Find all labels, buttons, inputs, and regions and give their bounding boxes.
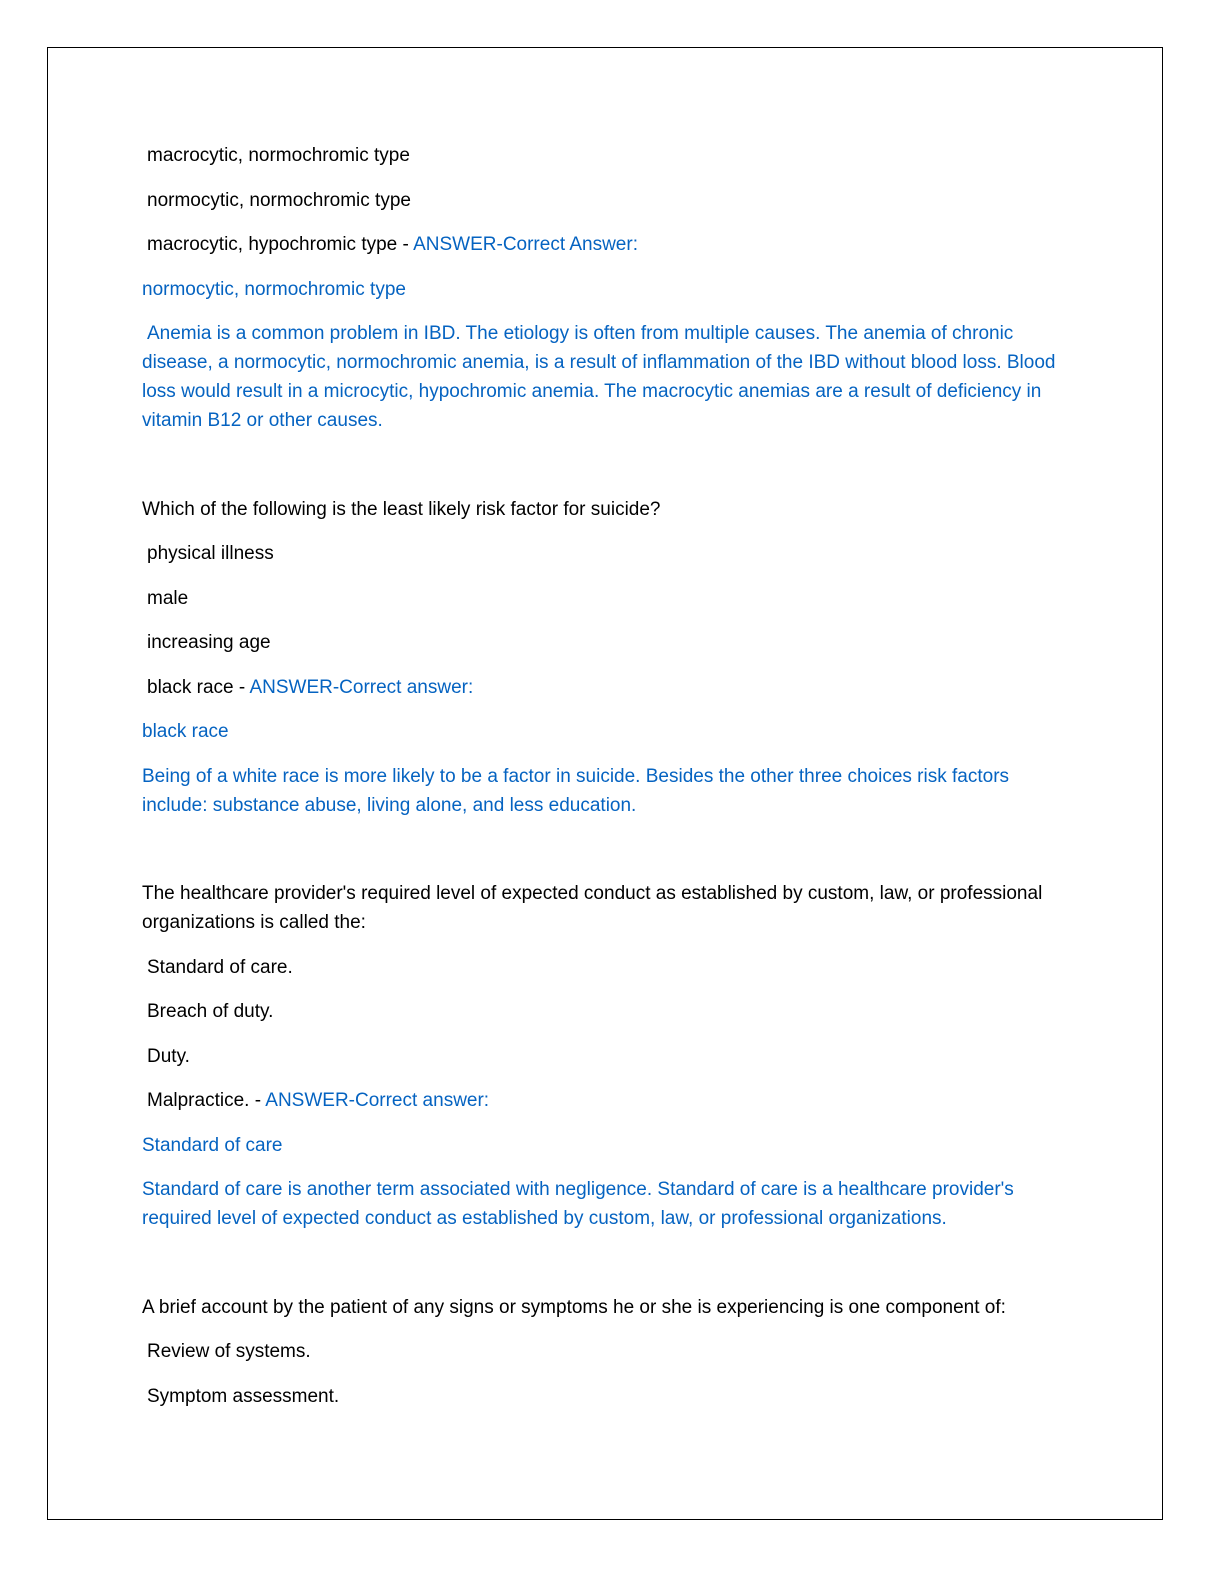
spacer: [142, 835, 1072, 879]
q3-answer: Standard of care: [142, 1134, 283, 1156]
q2-option-4: [142, 673, 1072, 702]
q3-answer-label: ANSWER-Correct answer:: [265, 1090, 490, 1111]
q1-answer: normocytic, normochromic type: [142, 278, 406, 300]
q3-option-3: Duty.: [147, 1045, 190, 1067]
q1-option-2: normocytic, normochromic type: [147, 189, 411, 211]
q2-option-3: increasing age: [147, 632, 271, 653]
q4-option-2: Symptom assessment.: [147, 1385, 340, 1407]
spacer: [142, 451, 1072, 495]
q4-question: A brief account by the patient of any signs or symptoms he or she is experiencing is one component of:: [142, 1296, 1006, 1318]
q1-answer-label: ANSWER-Correct Answer:: [413, 234, 638, 255]
q2-explanation: Being of a white race is more likely to be a factor in suicide. Besides the other three choices risk factors include: substance abuse, living alone, and less education.: [142, 765, 1010, 816]
q3-option-2: Breach of duty.: [147, 1001, 274, 1022]
q3-explanation: Standard of care is another term associated with negligence. Standard of care is a healthcare provider's required level of expected conduct as established by custom, law, or professional organizations.: [142, 1179, 1014, 1229]
q3-option-4-text: Malpractice. -: [147, 1090, 266, 1111]
document-body: [142, 141, 1072, 1426]
q3-option-4: [142, 1086, 1072, 1115]
q1-option-1: macrocytic, normochromic type: [147, 145, 410, 166]
q4-option-1: Review of systems.: [147, 1341, 311, 1362]
q1-explanation: Anemia is a common problem in IBD. The etiology is often from multiple causes. The anemia of chronic disease, a normocytic, normochromic anemia, is a result of inflammation of the IBD without blood loss. Blood loss would result in a microcytic, hypochromic anemia. The macrocytic anemias are a result of deficiency in vitamin B12 or other causes.: [142, 323, 1056, 431]
spacer: [142, 1249, 1072, 1293]
q3-question: The healthcare provider's required level of expected conduct as established by custom, law, or professional organizations is called the:: [142, 883, 1043, 933]
q2-question: Which of the following is the least likely risk factor for suicide?: [142, 498, 661, 520]
q1-option-3-text: macrocytic, hypochromic type -: [147, 234, 414, 255]
q2-option-4-text: black race -: [147, 676, 250, 698]
q2-answer: black race: [142, 721, 229, 742]
q2-answer-label: ANSWER-Correct answer:: [249, 676, 474, 698]
q2-option-1: physical illness: [147, 543, 274, 564]
q2-option-2: male: [147, 587, 189, 609]
q3-option-1: Standard of care.: [147, 956, 293, 978]
q1-option-3: [142, 230, 1072, 259]
